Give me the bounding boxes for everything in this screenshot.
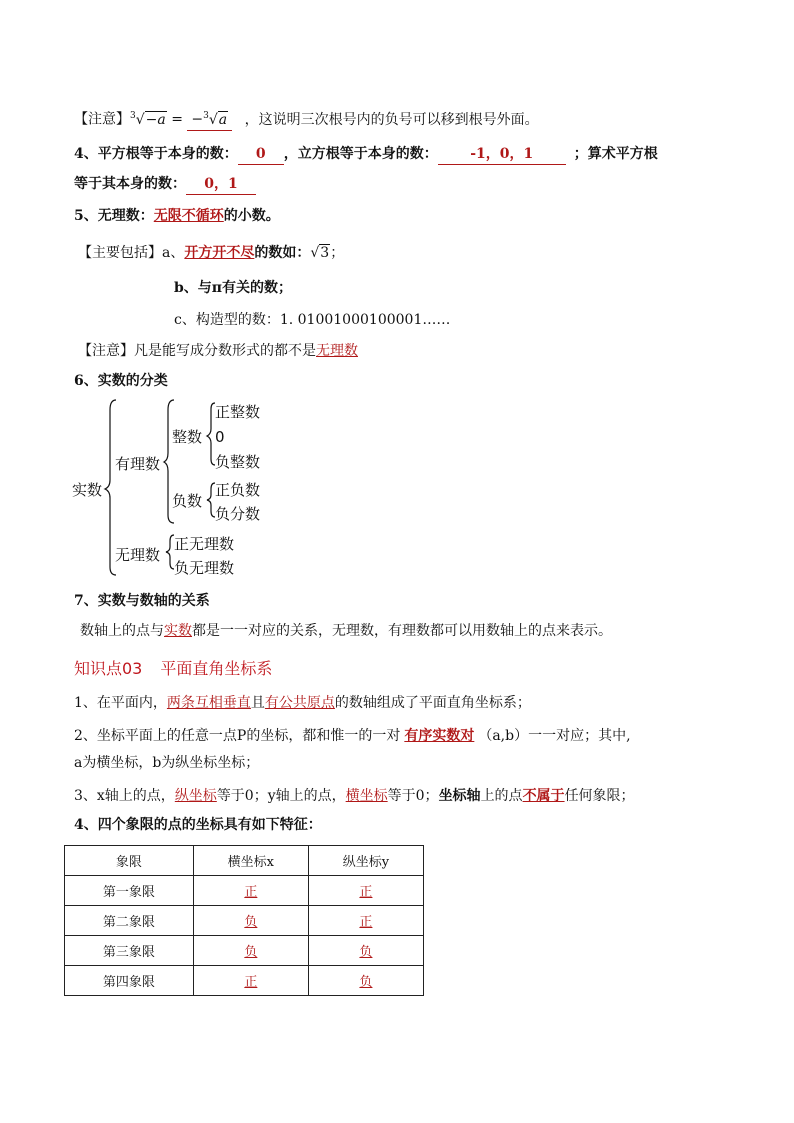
item4-mid2: ；算术平方根 <box>573 146 658 162</box>
table-row <box>65 966 424 996</box>
table-header-row <box>65 846 424 876</box>
note-bracket: 【注意】 <box>74 111 130 128</box>
item5-note-text: 【注意】凡是能写成分数形式的都不是 <box>78 343 316 359</box>
coord-p3-b: 等于0；y轴上的点， <box>216 788 346 804</box>
table-row <box>65 906 424 936</box>
item5-note-answer: 无理数 <box>316 343 358 359</box>
item5-c: c、构造型的数：1. 01001000100001…… <box>174 312 451 328</box>
item5-b: b、与π有关的数； <box>174 280 293 296</box>
item4-line1 <box>74 144 658 165</box>
tree-negative-irrational: 负无理数 <box>174 559 235 577</box>
item4-mid1: ，立方根等于本身的数： <box>283 146 438 162</box>
tree-negative-fraction: 负分数 <box>215 505 261 523</box>
coord-p1-c: 的数轴组成了平面直角坐标系； <box>334 695 531 711</box>
row-y-sign: 正 <box>308 906 423 936</box>
item5-main-answer: 开方开不尽 <box>184 245 255 261</box>
coord-p2-a: 2、坐标平面上的任意一点P的坐标，都和惟一的一对 <box>74 728 401 744</box>
row-x-sign: 正 <box>193 876 308 906</box>
formula-right-index: 3 <box>203 111 209 121</box>
formula-right-radicand: a <box>218 111 228 128</box>
item5-main-bracket: 【主要包括】a、 <box>78 245 185 261</box>
item5-main <box>78 243 344 263</box>
note-cube-root <box>74 106 539 131</box>
item7-text <box>80 621 612 641</box>
tree-negative-integer: 负整数 <box>215 453 261 471</box>
table-row <box>65 876 424 906</box>
section-label: 知识点03 <box>74 659 143 678</box>
coord-p2-b: （a,b）一一对应；其中, <box>478 728 631 744</box>
row-y-sign: 正 <box>308 876 423 906</box>
header-y: 纵坐标y <box>308 846 423 876</box>
real-number-classification-tree <box>70 395 370 585</box>
tree-integer: 整数 <box>172 428 203 446</box>
tree-root: 实数 <box>72 481 103 499</box>
coord-p1-a: 1、在平面内， <box>74 695 167 711</box>
item7-title: 7、实数与数轴的关系 <box>74 593 210 609</box>
coord-p3-a: 3、x轴上的点， <box>74 788 175 804</box>
coord-p3-answer3: 不属于 <box>522 788 565 804</box>
formula-equals: = <box>171 111 183 128</box>
quadrant-table <box>64 845 424 996</box>
tree-positive-integer: 正整数 <box>215 403 261 421</box>
formula-left-index: 3 <box>130 111 136 121</box>
row-x-sign: 正 <box>193 966 308 996</box>
item5-main-suffix: 的数如： <box>254 245 311 261</box>
cube-root-right: √a <box>208 111 228 128</box>
coord-item2-line2: a为横坐标，b为纵坐标坐标； <box>74 755 260 771</box>
tree-irrational: 无理数 <box>115 546 161 564</box>
item5-suffix: 的小数。 <box>223 208 280 224</box>
coord-p3-f: 任何象限； <box>564 788 635 804</box>
item4-answer-1: 0 <box>238 144 284 165</box>
coord-p3-answer2: 横坐标 <box>345 788 388 804</box>
coord-item4: 4、四个象限的点的坐标具有如下特征： <box>74 817 322 833</box>
formula-left-radicand: −a <box>145 111 166 128</box>
tree-rational: 有理数 <box>115 455 161 473</box>
coord-p3-c: 等于0； <box>387 788 439 804</box>
item7-text-b: 都是一一对应的关系，无理数，有理数都可以用数轴上的点来表示。 <box>192 623 612 639</box>
coord-item3 <box>74 786 635 806</box>
item5-prefix: 5、无理数： <box>74 208 154 224</box>
header-x: 横坐标x <box>193 846 308 876</box>
row-x-sign: 负 <box>193 906 308 936</box>
formula-answer-blank <box>187 106 232 131</box>
item7-answer: 实数 <box>164 623 192 639</box>
item4-prefix: 4、平方根等于本身的数： <box>74 146 238 162</box>
item7-text-a: 数轴上的点与 <box>80 623 164 639</box>
tree-zero: 0 <box>215 428 225 446</box>
tree-positive-fraction: 正负数 <box>215 481 261 499</box>
sqrt-three: √3 <box>310 245 330 261</box>
section-heading <box>74 656 272 679</box>
item4-answer-2: -1，0，1 <box>438 144 566 165</box>
coord-p1-answer2: 有公共原点 <box>264 695 335 711</box>
row-quadrant: 第三象限 <box>65 936 194 966</box>
cube-root-left: √−a <box>135 111 166 128</box>
item4-line2 <box>74 174 256 195</box>
tree-fraction: 负数 <box>172 492 203 510</box>
row-y-sign: 负 <box>308 936 423 966</box>
note-text: ，这说明三次根号内的负号可以移到根号外面。 <box>244 111 539 128</box>
coord-p3-e: 上的点 <box>480 788 523 804</box>
coord-p3-answer1: 纵坐标 <box>174 788 217 804</box>
formula-right-minus: − <box>191 111 204 128</box>
row-quadrant: 第二象限 <box>65 906 194 936</box>
item6-title: 6、实数的分类 <box>74 373 168 389</box>
tree-positive-irrational: 正无理数 <box>174 535 235 553</box>
row-y-sign: 负 <box>308 966 423 996</box>
coord-p1-answer1: 两条互相垂直 <box>166 695 251 711</box>
item5-answer: 无限不循环 <box>153 208 224 224</box>
coord-item2 <box>74 726 631 746</box>
header-quadrant: 象限 <box>65 846 194 876</box>
row-quadrant: 第四象限 <box>65 966 194 996</box>
item5-main-end: ； <box>330 245 345 261</box>
table-row <box>65 936 424 966</box>
sqrt-radicand: 3 <box>320 245 330 261</box>
item4-line2-prefix: 等于其本身的数： <box>74 176 186 192</box>
coord-p1-b: 且 <box>250 695 265 711</box>
coord-p2-answer: 有序实数对 <box>404 728 475 744</box>
coord-item1 <box>74 693 531 713</box>
row-quadrant: 第一象限 <box>65 876 194 906</box>
section-title: 平面直角坐标系 <box>160 659 273 678</box>
coord-p3-d: 坐标轴 <box>438 788 481 804</box>
item5-title <box>74 206 280 226</box>
row-x-sign: 负 <box>193 936 308 966</box>
item4-answer-3: 0，1 <box>186 174 256 195</box>
item5-note <box>78 341 358 361</box>
